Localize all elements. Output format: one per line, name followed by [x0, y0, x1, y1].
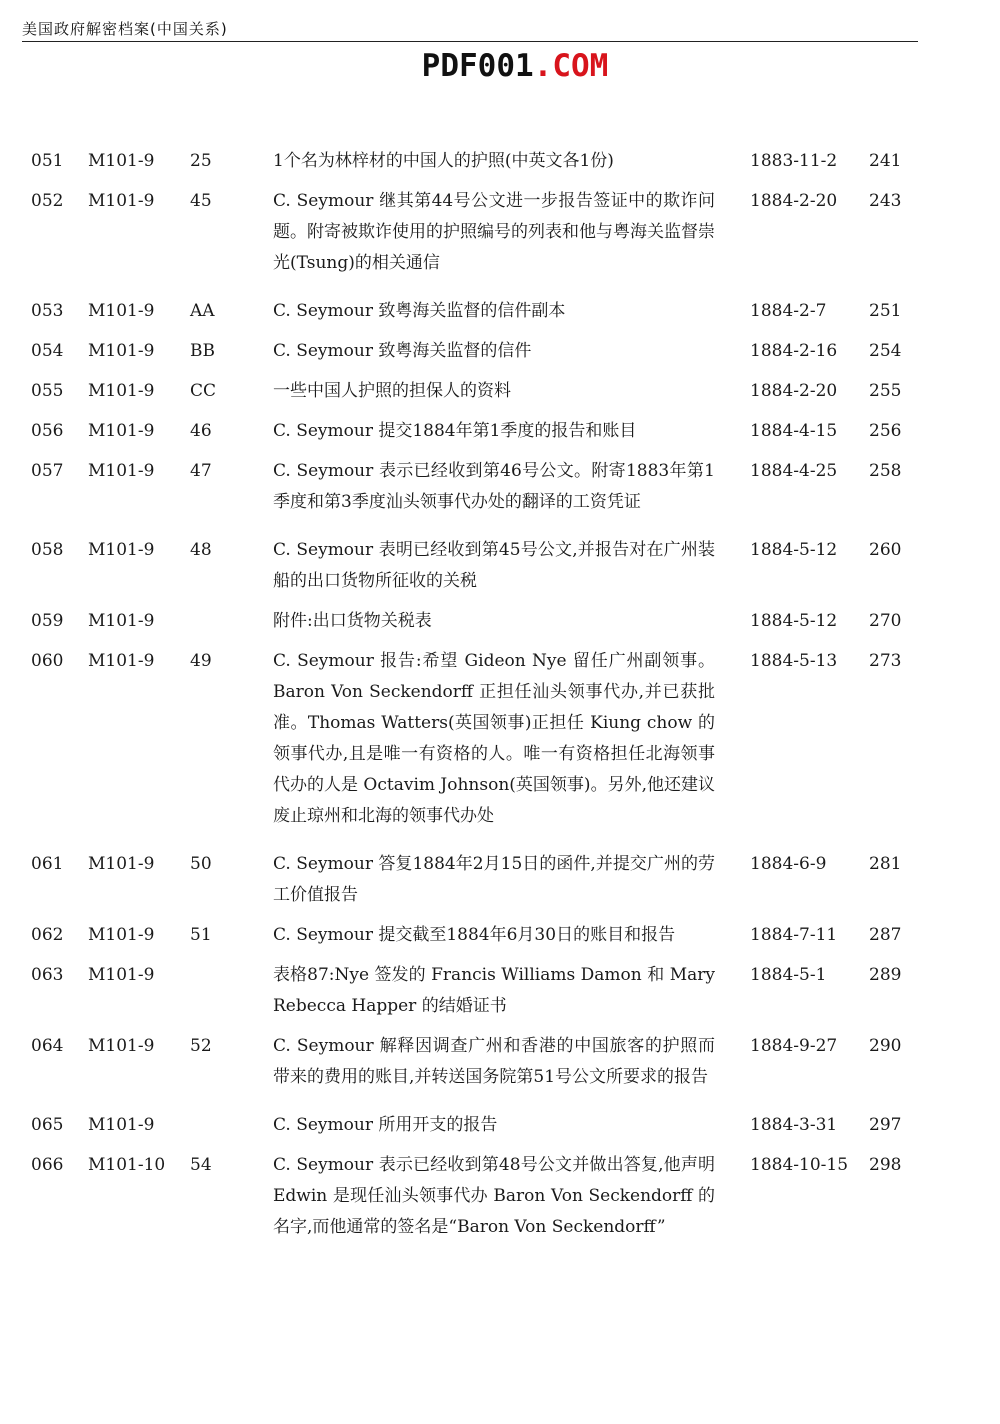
date: 1884-2-16	[750, 341, 838, 361]
roll-number: M101-9	[88, 191, 155, 211]
page-number: 243	[869, 191, 902, 211]
entry-number: 066	[31, 1155, 64, 1175]
table-row	[0, 456, 1000, 518]
page-number: 251	[869, 301, 902, 321]
document-number: 50	[190, 854, 212, 874]
roll-number: M101-9	[88, 461, 155, 481]
page-number: 297	[869, 1115, 902, 1135]
entry-number: 055	[31, 381, 64, 401]
description: 附件:出口货物关税表	[273, 611, 432, 631]
description: C. Seymour 提交1884年第1季度的报告和账目	[273, 421, 637, 441]
document-number: 47	[190, 461, 212, 481]
page-number: 256	[869, 421, 902, 441]
document-number: 52	[190, 1036, 212, 1056]
entry-number: 051	[31, 151, 64, 171]
description: C. Seymour 表示已经收到第46号公文。附寄1883年第1季度和第3季度汕头领事代办处的翻译的工资凭证	[273, 461, 715, 512]
document-number: BB	[190, 341, 215, 361]
roll-number: M101-9	[88, 341, 155, 361]
table-row	[0, 849, 1000, 911]
description: 一些中国人护照的担保人的资料	[273, 381, 511, 401]
date: 1884-5-1	[750, 965, 827, 985]
roll-number: M101-9	[88, 381, 155, 401]
roll-number: M101-9	[88, 651, 155, 671]
entry-number: 062	[31, 925, 64, 945]
date: 1884-6-9	[750, 854, 827, 874]
entry-number: 064	[31, 1036, 64, 1056]
page-number: 258	[869, 461, 902, 481]
description: C. Seymour 表示已经收到第48号公文并做出答复,他声明 Edwin 是现任汕头领事代办 Baron Von Seckendorff 的名字,而他通常的签名是“Baron Von Seckendorff”	[273, 1155, 715, 1237]
table-row	[0, 535, 1000, 597]
page-number: 255	[869, 381, 902, 401]
document-number: 54	[190, 1155, 212, 1175]
roll-number: M101-9	[88, 540, 155, 560]
document-number: AA	[190, 301, 215, 321]
entry-number: 054	[31, 341, 64, 361]
header-rule	[22, 41, 918, 42]
page-number: 270	[869, 611, 902, 631]
description: C. Seymour 表明已经收到第45号公文,并报告对在广州装船的出口货物所征收的关税	[273, 540, 715, 591]
table-row	[0, 646, 1000, 832]
table-row	[0, 186, 1000, 279]
roll-number: M101-9	[88, 925, 155, 945]
table-row	[0, 376, 1000, 407]
catalog-table	[0, 146, 1000, 1243]
date: 1884-10-15	[750, 1155, 849, 1175]
date: 1884-2-20	[750, 381, 838, 401]
table-row	[0, 920, 1000, 951]
description: C. Seymour 答复1884年2月15日的函件,并提交广州的劳工价值报告	[273, 854, 715, 905]
running-head: 美国政府解密档案(中国关系)	[22, 20, 228, 38]
entry-number: 061	[31, 854, 64, 874]
document-number: 25	[190, 151, 212, 171]
page-number: 287	[869, 925, 902, 945]
roll-number: M101-10	[88, 1155, 166, 1175]
entry-number: 052	[31, 191, 64, 211]
description: C. Seymour 致粤海关监督的信件	[273, 341, 532, 361]
description: C. Seymour 继其第44号公文进一步报告签证中的欺诈问题。附寄被欺诈使用的护照编号的列表和他与粤海关监督崇光(Tsung)的相关通信	[273, 191, 715, 273]
roll-number: M101-9	[88, 1036, 155, 1056]
page-number: 289	[869, 965, 902, 985]
document-number: 48	[190, 540, 212, 560]
table-row	[0, 336, 1000, 367]
table-row	[0, 1150, 1000, 1243]
page-number: 241	[869, 151, 902, 171]
page-number: 254	[869, 341, 902, 361]
date: 1884-9-27	[750, 1036, 838, 1056]
table-row	[0, 1031, 1000, 1093]
watermark-logo	[0, 48, 1000, 84]
page-number: 281	[869, 854, 902, 874]
description: 表格87:Nye 签发的 Francis Williams Damon 和 Mary Rebecca Happer 的结婚证书	[273, 965, 715, 1016]
date: 1884-2-20	[750, 191, 838, 211]
description: C. Seymour 报告:希望 Gideon Nye 留任广州副领事。Baron Von Seckendorff 正担任汕头领事代办,并已获批准。Thomas Watters(英国领事)正担任 Kiung chow 的领事代办,且是唯一有资格的人。唯一有资格担任北海领事代办的人是 Octavim Johnson(英国领事)。另外,他还建议废止琼州和北海的领事代办处	[273, 651, 715, 826]
date: 1884-7-11	[750, 925, 838, 945]
page-number: 260	[869, 540, 902, 560]
entry-number: 058	[31, 540, 64, 560]
roll-number: M101-9	[88, 854, 155, 874]
date: 1884-3-31	[750, 1115, 838, 1135]
date: 1884-5-13	[750, 651, 838, 671]
roll-number: M101-9	[88, 301, 155, 321]
page-number: 273	[869, 651, 902, 671]
description: C. Seymour 所用开支的报告	[273, 1115, 498, 1135]
watermark-main: PDF001	[421, 48, 534, 84]
entry-number: 053	[31, 301, 64, 321]
document-number: 45	[190, 191, 212, 211]
entry-number: 057	[31, 461, 64, 481]
watermark-accent: .COM	[533, 48, 609, 84]
entry-number: 065	[31, 1115, 64, 1135]
entry-number: 063	[31, 965, 64, 985]
description: 1个名为林梓材的中国人的护照(中英文各1份)	[273, 151, 614, 171]
document-number: 49	[190, 651, 212, 671]
table-row	[0, 960, 1000, 1022]
roll-number: M101-9	[88, 151, 155, 171]
document-number: 51	[190, 925, 212, 945]
document-number: CC	[190, 381, 217, 401]
date: 1884-5-12	[750, 611, 838, 631]
roll-number: M101-9	[88, 421, 155, 441]
description: C. Seymour 解释因调查广州和香港的中国旅客的护照而带来的费用的账目,并转送国务院第51号公文所要求的报告	[273, 1036, 715, 1087]
table-row	[0, 296, 1000, 327]
date: 1884-4-25	[750, 461, 838, 481]
entry-number: 060	[31, 651, 64, 671]
entry-number: 059	[31, 611, 64, 631]
roll-number: M101-9	[88, 965, 155, 985]
page-number: 290	[869, 1036, 902, 1056]
date: 1884-5-12	[750, 540, 838, 560]
roll-number: M101-9	[88, 1115, 155, 1135]
table-row	[0, 606, 1000, 637]
date: 1883-11-2	[750, 151, 838, 171]
date: 1884-2-7	[750, 301, 827, 321]
table-row	[0, 1110, 1000, 1141]
description: C. Seymour 提交截至1884年6月30日的账目和报告	[273, 925, 676, 945]
date: 1884-4-15	[750, 421, 838, 441]
table-row	[0, 416, 1000, 447]
roll-number: M101-9	[88, 611, 155, 631]
table-row	[0, 146, 1000, 177]
page-number: 298	[869, 1155, 902, 1175]
document-number: 46	[190, 421, 212, 441]
entry-number: 056	[31, 421, 64, 441]
description: C. Seymour 致粤海关监督的信件副本	[273, 301, 566, 321]
